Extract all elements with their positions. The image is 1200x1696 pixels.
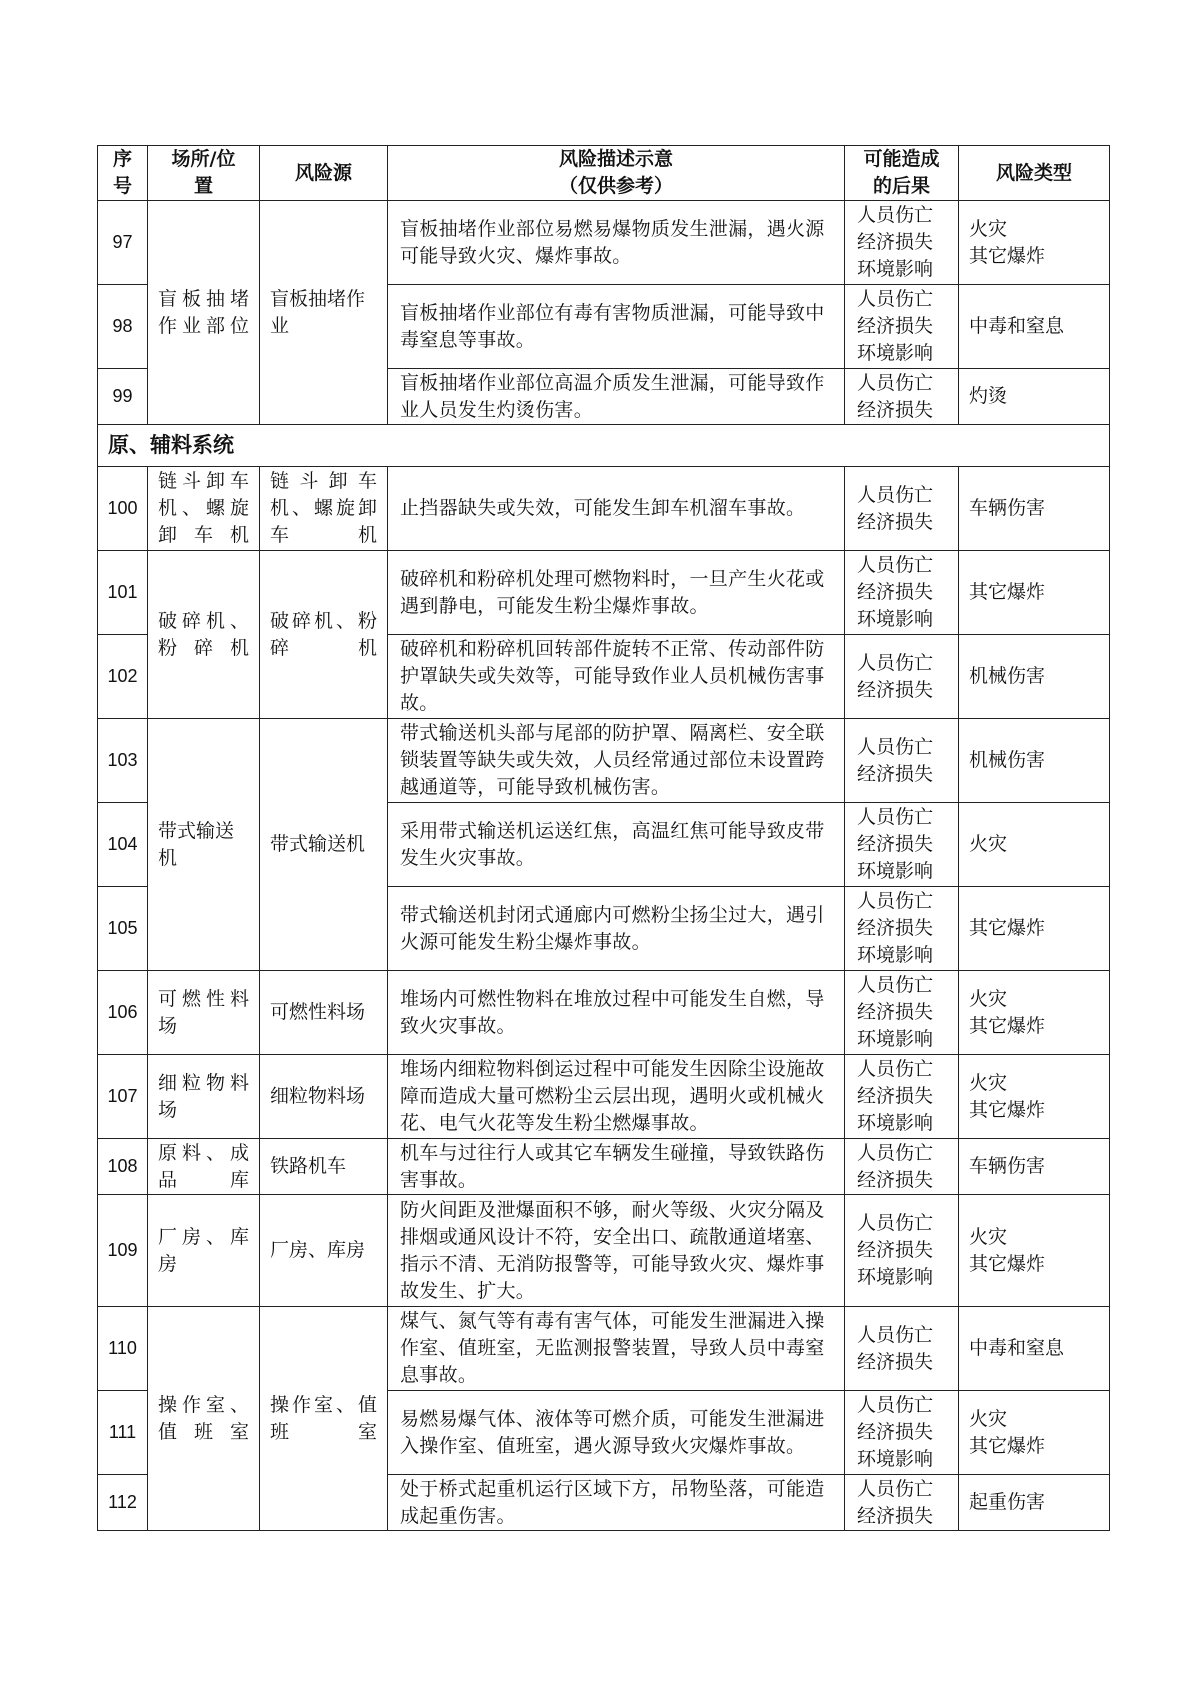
- section-title: 原、辅料系统: [98, 425, 1110, 467]
- row-description: 带式输送机封闭式通廊内可燃粉尘扬尘过大，遇引火源可能发生粉尘爆炸事故。: [388, 887, 845, 971]
- row-consequence: 人员伤亡 经济损失 环境影响: [845, 201, 959, 285]
- row-seq: 106: [98, 971, 148, 1055]
- table-row: [98, 1139, 1110, 1195]
- risk-table-page: [97, 145, 1109, 1531]
- row-consequence: 人员伤亡 经济损失 环境影响: [845, 887, 959, 971]
- row-description: 带式输送机头部与尾部的防护罩、隔离栏、安全联锁装置等缺失或失效，人员经常通过部位未设置跨越通道等，可能导致机械伤害。: [388, 719, 845, 803]
- header-seq: 序号: [98, 146, 148, 201]
- row-description: 机车与过往行人或其它车辆发生碰撞，导致铁路伤害事故。: [388, 1139, 845, 1195]
- row-description: 堆场内可燃性物料在堆放过程中可能发生自燃，导致火灾事故。: [388, 971, 845, 1055]
- row-type: 车辆伤害: [959, 1139, 1110, 1195]
- row-consequence: 人员伤亡 经济损失 环境影响: [845, 551, 959, 635]
- row-seq: 100: [98, 467, 148, 551]
- row-consequence: 人员伤亡 经济损失 环境影响: [845, 1195, 959, 1307]
- row-seq: 107: [98, 1055, 148, 1139]
- row-description: 止挡器缺失或失效，可能发生卸车机溜车事故。: [388, 467, 845, 551]
- row-consequence: 人员伤亡 经济损失: [845, 1307, 959, 1391]
- row-source: 厂房、库房: [260, 1195, 388, 1307]
- row-source: 可燃性料场: [260, 971, 388, 1055]
- row-consequence: 人员伤亡 经济损失 环境影响: [845, 1055, 959, 1139]
- row-seq: 109: [98, 1195, 148, 1307]
- row-type: 其它爆炸: [959, 887, 1110, 971]
- table-row: [98, 1055, 1110, 1139]
- row-type: 中毒和窒息: [959, 1307, 1110, 1391]
- header-location: 场所/位置: [148, 146, 260, 201]
- row-location: 可燃性料场: [148, 971, 260, 1055]
- row-consequence: 人员伤亡 经济损失: [845, 369, 959, 425]
- row-seq: 103: [98, 719, 148, 803]
- row-seq: 99: [98, 369, 148, 425]
- row-type: 火灾: [959, 803, 1110, 887]
- row-type: 起重伤害: [959, 1475, 1110, 1531]
- row-consequence: 人员伤亡 经济损失 环境影响: [845, 285, 959, 369]
- row-consequence: 人员伤亡 经济损失: [845, 1139, 959, 1195]
- header-consequence: 可能造成的后果: [845, 146, 959, 201]
- header-description: [388, 146, 845, 201]
- row-type: 机械伤害: [959, 635, 1110, 719]
- row-description: 采用带式输送机运送红焦，高温红焦可能导致皮带发生火灾事故。: [388, 803, 845, 887]
- table-header-row: [98, 146, 1110, 201]
- row-type: 中毒和窒息: [959, 285, 1110, 369]
- row-consequence: 人员伤亡 经济损失: [845, 1475, 959, 1531]
- row-description: 煤气、氮气等有毒有害气体，可能发生泄漏进入操作室、值班室，无监测报警装置，导致人员中毒窒息事故。: [388, 1307, 845, 1391]
- row-consequence: 人员伤亡 经济损失 环境影响: [845, 971, 959, 1055]
- row-type: 灼烫: [959, 369, 1110, 425]
- row-location: 厂房、库房: [148, 1195, 260, 1307]
- risk-table: [97, 145, 1110, 1531]
- row-source: 盲板抽堵作业: [260, 201, 388, 425]
- row-description: 盲板抽堵作业部位高温介质发生泄漏，可能导致作业人员发生灼烫伤害。: [388, 369, 845, 425]
- row-type: 火灾 其它爆炸: [959, 201, 1110, 285]
- row-seq: 108: [98, 1139, 148, 1195]
- table-row: [98, 467, 1110, 551]
- row-seq: 104: [98, 803, 148, 887]
- row-seq: 105: [98, 887, 148, 971]
- table-row: [98, 971, 1110, 1055]
- row-source: 操作室、值班室: [260, 1307, 388, 1531]
- row-description: 堆场内细粒物料倒运过程中可能发生因除尘设施故障而造成大量可燃粉尘云层出现，遇明火或机械火花、电气火花等发生粉尘燃爆事故。: [388, 1055, 845, 1139]
- row-source: 细粒物料场: [260, 1055, 388, 1139]
- row-type: 其它爆炸: [959, 551, 1110, 635]
- row-location: 链斗卸车机、螺旋卸车机: [148, 467, 260, 551]
- row-type: 车辆伤害: [959, 467, 1110, 551]
- row-type: 火灾 其它爆炸: [959, 1195, 1110, 1307]
- row-location: 原料、成品库: [148, 1139, 260, 1195]
- row-type: 火灾 其它爆炸: [959, 1055, 1110, 1139]
- row-seq: 112: [98, 1475, 148, 1531]
- row-seq: 101: [98, 551, 148, 635]
- row-description: 盲板抽堵作业部位有毒有害物质泄漏，可能导致中毒窒息等事故。: [388, 285, 845, 369]
- row-location: 操作室、值班室: [148, 1307, 260, 1531]
- row-seq: 102: [98, 635, 148, 719]
- row-seq: 110: [98, 1307, 148, 1391]
- row-type: 火灾 其它爆炸: [959, 971, 1110, 1055]
- header-source: 风险源: [260, 146, 388, 201]
- row-description: 盲板抽堵作业部位易燃易爆物质发生泄漏，遇火源可能导致火灾、爆炸事故。: [388, 201, 845, 285]
- row-type: 机械伤害: [959, 719, 1110, 803]
- table-row: [98, 1195, 1110, 1307]
- row-location: 破碎机、粉碎机: [148, 551, 260, 719]
- row-location: 细粒物料场: [148, 1055, 260, 1139]
- table-row: [98, 551, 1110, 635]
- header-type: 风险类型: [959, 146, 1110, 201]
- row-consequence: 人员伤亡 经济损失: [845, 635, 959, 719]
- row-description: 防火间距及泄爆面积不够，耐火等级、火灾分隔及排烟或通风设计不符，安全出口、疏散通道堵塞、指示不清、无消防报警等，可能导致火灾、爆炸事故发生、扩大。: [388, 1195, 845, 1307]
- header-description-title: 风险描述示意: [558, 148, 673, 170]
- section-row: [98, 425, 1110, 467]
- row-source: 破碎机、粉碎机: [260, 551, 388, 719]
- row-source: 铁路机车: [260, 1139, 388, 1195]
- header-description-note: （仅供参考）: [558, 175, 673, 197]
- row-consequence: 人员伤亡 经济损失 环境影响: [845, 803, 959, 887]
- table-row: [98, 201, 1110, 285]
- row-description: 处于桥式起重机运行区域下方，吊物坠落，可能造成起重伤害。: [388, 1475, 845, 1531]
- row-source: 带式输送机: [260, 719, 388, 971]
- row-source: 链斗卸车机、螺旋卸车机: [260, 467, 388, 551]
- table-row: [98, 719, 1110, 803]
- row-seq: 98: [98, 285, 148, 369]
- row-location: 盲板抽堵作业部位: [148, 201, 260, 425]
- row-consequence: 人员伤亡 经济损失 环境影响: [845, 1391, 959, 1475]
- row-type: 火灾 其它爆炸: [959, 1391, 1110, 1475]
- row-consequence: 人员伤亡 经济损失: [845, 719, 959, 803]
- row-description: 易燃易爆气体、液体等可燃介质，可能发生泄漏进入操作室、值班室，遇火源导致火灾爆炸事故。: [388, 1391, 845, 1475]
- table-row: [98, 1307, 1110, 1391]
- row-description: 破碎机和粉碎机处理可燃物料时，一旦产生火花或遇到静电，可能发生粉尘爆炸事故。: [388, 551, 845, 635]
- row-description: 破碎机和粉碎机回转部件旋转不正常、传动部件防护罩缺失或失效等，可能导致作业人员机械伤害事故。: [388, 635, 845, 719]
- row-consequence: 人员伤亡 经济损失: [845, 467, 959, 551]
- row-location: 带式输送机: [148, 719, 260, 971]
- row-seq: 97: [98, 201, 148, 285]
- row-seq: 111: [98, 1391, 148, 1475]
